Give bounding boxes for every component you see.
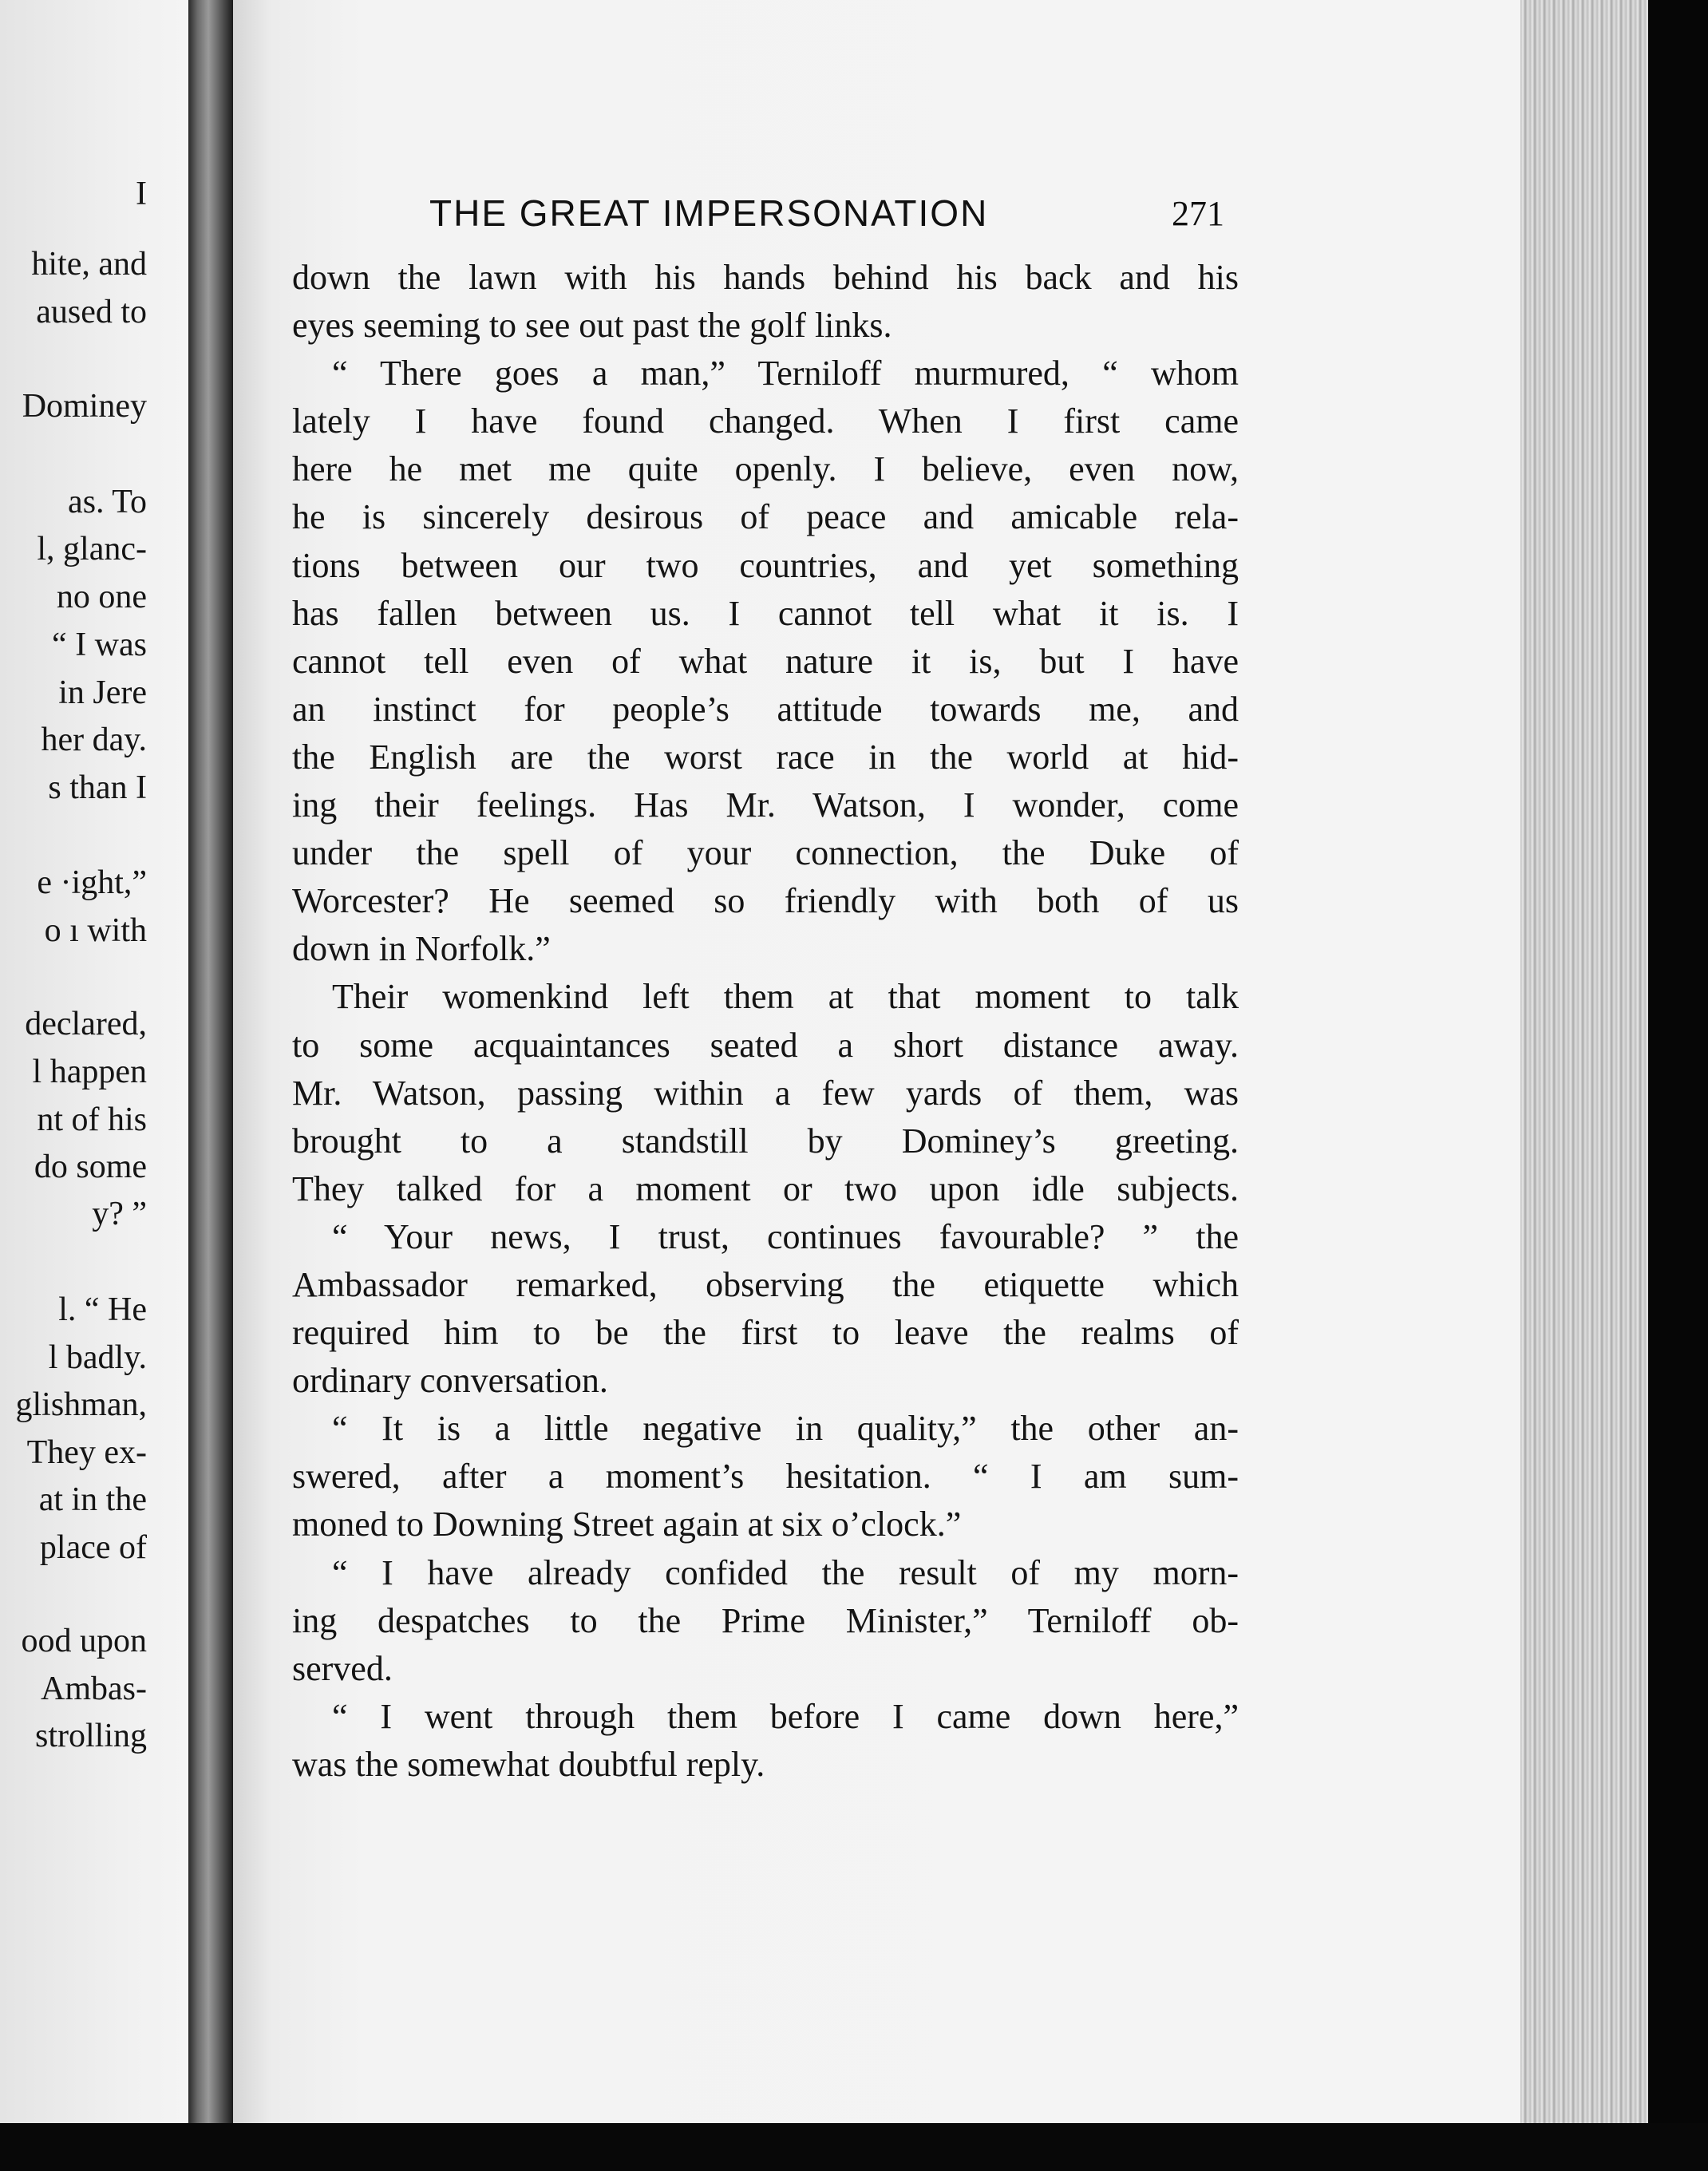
left-page-line: Dominey (22, 388, 147, 425)
left-page-line: as. To (68, 484, 147, 520)
text-line: They talked for a moment or two upon idle subjects. (292, 1169, 1239, 1208)
previous-page-fragment (0, 0, 188, 2123)
left-page-line: do some (34, 1149, 147, 1185)
left-page-line: l, glanc- (37, 531, 147, 567)
left-page-line: o ı with (44, 912, 147, 949)
text-line: served. (292, 1648, 393, 1688)
left-page-line: hite, and (31, 246, 147, 283)
edge-shadow (1648, 0, 1708, 2171)
left-page-line: at in the (38, 1481, 147, 1518)
text-line: ing despatches to the Prime Minister,” Terniloff ob- (292, 1600, 1239, 1640)
text-line: down in Norfolk.” (292, 929, 551, 969)
left-page-line: y? ” (92, 1196, 147, 1232)
text-line: down the lawn with his hands behind his back and his (292, 258, 1239, 297)
left-page-line: l happen (32, 1054, 147, 1090)
text-line: eyes seeming to see out past the golf links. (292, 306, 892, 346)
text-line: brought to a standstill by Dominey’s greeting. (292, 1121, 1239, 1161)
left-page-line: her day. (41, 722, 147, 758)
text-line: “ There goes a man,” Terniloff murmured, “ whom (332, 354, 1239, 393)
text-line: tions between our two countries, and yet something (292, 545, 1239, 585)
text-line: Worcester? He seemed so friendly with both of us (292, 881, 1239, 921)
text-line: Mr. Watson, passing within a few yards of them, was (292, 1073, 1239, 1113)
left-page-line: I (136, 176, 147, 212)
text-line: “ It is a little negative in quality,” the other an- (332, 1409, 1239, 1449)
left-page-line: s than I (48, 769, 147, 806)
text-line: required him to be the first to leave the realms of (292, 1313, 1239, 1353)
book-gutter (188, 0, 233, 2123)
text-line: to some acquaintances seated a short distance away. (292, 1025, 1239, 1065)
text-line: cannot tell even of what nature it is, but I have (292, 641, 1239, 681)
text-line: moned to Downing Street again at six o’clock.” (292, 1505, 962, 1544)
left-page-line: e ·ight,” (37, 864, 147, 901)
left-page-line: “ I was (52, 627, 147, 663)
body-text (292, 254, 1239, 1789)
left-page-line: l badly. (48, 1339, 147, 1376)
left-page-line: no one (56, 579, 147, 615)
text-line: “ I have already confided the result of my morn- (332, 1552, 1239, 1592)
left-page-line: strolling (34, 1718, 147, 1754)
left-page-line: declared, (25, 1006, 147, 1042)
left-page-line: l. “ He (58, 1291, 147, 1328)
running-head: THE GREAT IMPERSONATION (429, 192, 989, 234)
text-line: he is sincerely desirous of peace and amicable rela- (292, 497, 1239, 537)
left-page-line: in Jere (58, 674, 147, 711)
left-page-line: ood upon (21, 1623, 147, 1659)
text-line: was the somewhat doubtful reply. (292, 1744, 765, 1784)
left-page-line: glishman, (15, 1386, 147, 1423)
left-page-line: nt of his (37, 1101, 147, 1138)
bottom-shadow (0, 2123, 1708, 2171)
text-line: “ Your news, I trust, continues favourable? ” the (332, 1216, 1239, 1256)
page-number: 271 (1172, 194, 1224, 233)
text-line: lately I have found changed. When I first came (292, 401, 1239, 441)
text-line: Their womenkind left them at that moment to talk (332, 977, 1239, 1017)
left-page-line: place of (39, 1529, 147, 1566)
text-line: an instinct for people’s attitude towards me, and (292, 689, 1239, 729)
text-line: ing their feelings. Has Mr. Watson, I wonder, come (292, 785, 1239, 825)
text-line: the English are the worst race in the world at hid- (292, 737, 1239, 777)
text-line: ordinary conversation. (292, 1361, 608, 1401)
left-page-line: Ambas- (41, 1671, 147, 1707)
left-page-line: They ex- (26, 1434, 147, 1471)
text-line: swered, after a moment’s hesitation. “ I am sum- (292, 1457, 1239, 1497)
text-line: “ I went through them before I came down here,” (332, 1696, 1239, 1736)
text-line: Ambassador remarked, observing the etiquette which (292, 1264, 1239, 1304)
text-line: here he met me quite openly. I believe, even now, (292, 449, 1239, 489)
page-edges (1520, 0, 1648, 2123)
text-line: has fallen between us. I cannot tell what it is. I (292, 593, 1239, 633)
text-line: under the spell of your connection, the Duke of (292, 833, 1239, 873)
left-page-line: aused to (36, 294, 147, 330)
